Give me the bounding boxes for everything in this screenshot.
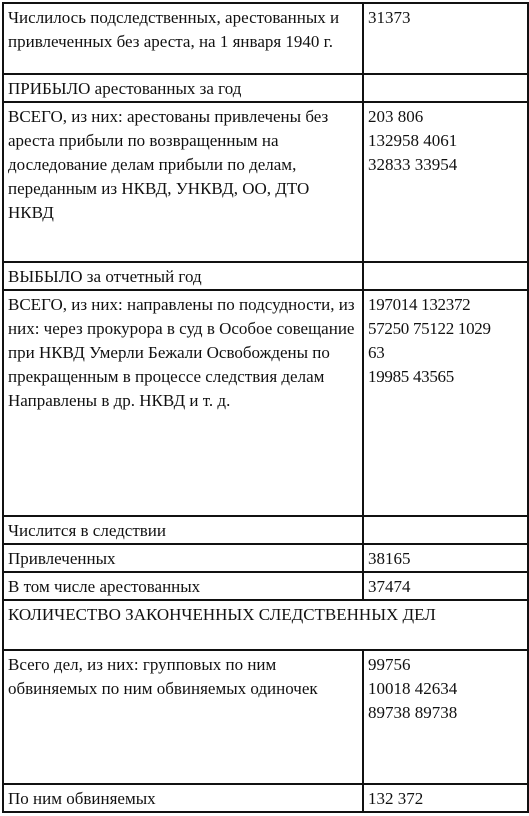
row-label: ВСЕГО, из них: арестованы привлечены без ареста прибыли по возвращенным на доследование делам прибыли по делам, переданным из НКВД, УНКВД, ОО, ДТО НКВД — [3, 102, 363, 262]
table-row — [3, 516, 528, 544]
row-label: Привлеченных — [3, 544, 363, 572]
table-row — [3, 650, 528, 784]
value-line: 197014 132372 — [368, 295, 471, 314]
table-row — [3, 262, 528, 290]
row-label: Числилось подследственных, арестованных и привлеченных без ареста, на 1 января 1940 г. — [3, 3, 363, 74]
row-label: ВСЕГО, из них: направлены по подсудности, из них: через прокурора в суд в Особое совещание при НКВД Умерли Бежали Освобождены по прекращенным в процессе следствия делам Направлены в др. НКВД и т. д. — [3, 290, 363, 516]
value-line: 10018 42634 — [368, 679, 458, 698]
row-value — [363, 516, 528, 544]
table-row — [3, 544, 528, 572]
row-label: Числится в следствии — [3, 516, 363, 544]
table-row — [3, 290, 528, 516]
value-line: 132 372 — [368, 789, 424, 808]
table-row — [3, 572, 528, 600]
row-value — [363, 572, 528, 600]
row-value — [363, 262, 528, 290]
row-value — [363, 74, 528, 102]
row-label: ПРИБЫЛО арестованных за год — [3, 74, 363, 102]
value-line: 89738 89738 — [368, 703, 458, 722]
value-line: 32833 33954 — [368, 155, 458, 174]
row-value — [363, 3, 528, 74]
row-value — [363, 650, 528, 784]
value-line: 57250 75122 1029 — [368, 319, 491, 338]
table-row — [3, 3, 528, 74]
value-line: 19985 43565 — [368, 367, 454, 386]
section-heading: КОЛИЧЕСТВО ЗАКОНЧЕННЫХ СЛЕДСТВЕННЫХ ДЕЛ — [3, 600, 528, 650]
table-row — [3, 600, 528, 650]
row-value — [363, 544, 528, 572]
value-line: 31373 — [368, 8, 411, 27]
row-label: По ним обвиняемых — [3, 784, 363, 812]
table-row — [3, 784, 528, 812]
row-label: ВЫБЫЛО за отчетный год — [3, 262, 363, 290]
value-line: 37474 — [368, 577, 411, 596]
table-row — [3, 74, 528, 102]
value-line: 203 806 — [368, 107, 424, 126]
value-line: 132958 4061 — [368, 131, 458, 150]
row-value — [363, 102, 528, 262]
value-line: 38165 — [368, 549, 411, 568]
statistics-table — [2, 2, 529, 813]
row-value — [363, 290, 528, 516]
row-label: Всего дел, из них: групповых по ним обвиняемых по ним обвиняемых одиночек — [3, 650, 363, 784]
row-label: В том числе арестованных — [3, 572, 363, 600]
value-line: 99756 — [368, 655, 411, 674]
row-value — [363, 784, 528, 812]
value-line: 63 — [368, 343, 385, 362]
table-row — [3, 102, 528, 262]
